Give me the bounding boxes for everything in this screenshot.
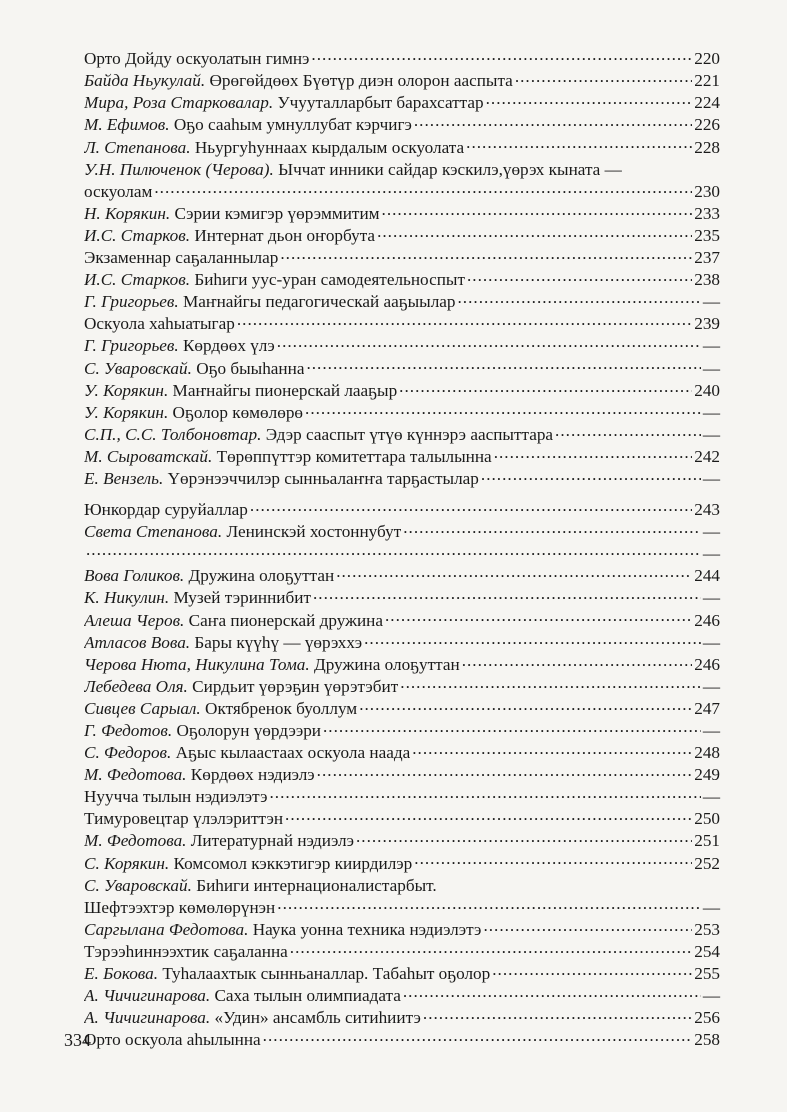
dot-leader bbox=[412, 741, 692, 758]
toc-entry-page: 246 bbox=[694, 654, 720, 674]
toc-entry bbox=[84, 290, 720, 312]
toc-entry-page: 226 bbox=[694, 115, 720, 135]
toc-entry-title: Оҕо сааһым умнуллубат кэрчигэ bbox=[169, 115, 412, 135]
toc-entry-author: Черова Нюта, Никулина Тома. bbox=[84, 654, 310, 674]
toc-entry bbox=[84, 246, 720, 268]
toc-entry-page: 233 bbox=[694, 203, 720, 223]
toc-entry-title: Учууталларбыт барахсаттар bbox=[273, 93, 484, 113]
toc-entry bbox=[84, 445, 720, 467]
toc-entry-page: 221 bbox=[694, 71, 720, 91]
toc-entry bbox=[84, 356, 720, 378]
toc-entry-author: Г. Григорьев. bbox=[84, 292, 179, 312]
toc-entry-title: Литературнай нэдиэлэ bbox=[186, 831, 354, 851]
toc-entry-page: 255 bbox=[694, 964, 720, 984]
toc-entry bbox=[84, 135, 720, 157]
dot-leader bbox=[624, 157, 708, 174]
toc-entry-text bbox=[84, 269, 465, 291]
toc-entry-page: 253 bbox=[694, 919, 720, 939]
dot-leader bbox=[555, 423, 701, 440]
toc-entry-text bbox=[84, 446, 492, 468]
toc-entry-author: М. Федотова. bbox=[84, 765, 187, 785]
toc-entry bbox=[84, 807, 720, 829]
toc-entry bbox=[84, 520, 720, 542]
dot-leader bbox=[290, 940, 692, 957]
toc-entry bbox=[84, 312, 720, 334]
toc-entry bbox=[84, 180, 720, 202]
dot-leader bbox=[86, 542, 701, 559]
dot-leader bbox=[311, 47, 692, 64]
toc-entry-author: Н. Корякин. bbox=[84, 203, 171, 223]
toc-entry-author: Лебедева Оля. bbox=[84, 676, 188, 696]
toc-entry bbox=[84, 697, 720, 719]
toc-entry-page: — bbox=[702, 787, 720, 807]
toc-entry-title: Наука уонна техника нэдиэлэтэ bbox=[248, 919, 482, 939]
toc-entry-page: 238 bbox=[694, 270, 720, 290]
toc-entry-page: 254 bbox=[694, 941, 720, 961]
dot-leader bbox=[323, 719, 701, 736]
toc-entry-author: Е. Бокова. bbox=[84, 964, 159, 984]
toc-entry-page: 256 bbox=[694, 1008, 720, 1028]
toc-entry-page: — bbox=[702, 986, 720, 1006]
toc-entry-title: Тэрээhиннээхтик саҕаланна bbox=[84, 941, 288, 961]
dot-leader bbox=[277, 896, 701, 913]
dot-leader bbox=[364, 630, 701, 647]
toc-entry-text bbox=[84, 786, 267, 808]
dot-leader bbox=[313, 586, 701, 603]
toc-entry-page: — bbox=[702, 292, 720, 312]
toc-entry-title: Ыччат инники сайдар кэскилэ,үөрэх кыната — bbox=[273, 159, 622, 179]
dot-leader bbox=[305, 401, 701, 418]
toc-entry bbox=[84, 896, 720, 918]
toc-entry-text bbox=[84, 720, 321, 742]
toc-entry bbox=[84, 675, 720, 697]
toc-entry-text bbox=[84, 70, 513, 92]
toc-entry bbox=[84, 202, 720, 224]
toc-entry-author: С.П., С.С. Толбоновтар. bbox=[84, 424, 262, 444]
dot-leader bbox=[458, 290, 701, 307]
toc-entry-title: Көрдөөх нэдиэлэ bbox=[186, 765, 315, 785]
dot-leader bbox=[280, 246, 692, 263]
toc-entry-page: 220 bbox=[694, 49, 720, 69]
toc-entry-title: Дружина олоҕуттан bbox=[184, 566, 335, 586]
toc-entry-text bbox=[84, 92, 484, 114]
toc-entry-text bbox=[84, 875, 437, 897]
dot-leader bbox=[439, 873, 708, 890]
dot-leader bbox=[359, 697, 692, 714]
dot-leader bbox=[377, 224, 692, 241]
toc-entry-text bbox=[84, 742, 410, 764]
toc-entry bbox=[84, 608, 720, 630]
toc-entry-text bbox=[84, 48, 309, 70]
toc-entry-page: — bbox=[702, 632, 720, 652]
toc-entry bbox=[84, 719, 720, 741]
dot-leader bbox=[306, 356, 700, 373]
toc-entry-title: Дружина олоҕуттан bbox=[309, 654, 460, 674]
toc-entry-page: 230 bbox=[694, 181, 720, 201]
toc-entry-author: Байда Ньукулай. bbox=[84, 71, 206, 91]
toc-entry bbox=[84, 564, 720, 586]
toc-entry-title: Маҥнайгы пионерскай лааҕыр bbox=[168, 380, 398, 400]
dot-leader bbox=[492, 962, 692, 979]
toc-entry-text bbox=[84, 424, 553, 446]
dot-leader bbox=[399, 378, 692, 395]
page-number: 334 bbox=[64, 1030, 91, 1050]
toc-entry bbox=[84, 741, 720, 763]
toc-entry bbox=[84, 984, 720, 1006]
toc-entry bbox=[84, 69, 720, 91]
toc-entry-title: Экзаменнар саҕаланнылар bbox=[84, 248, 279, 268]
dot-leader bbox=[356, 829, 692, 846]
toc-entry-author: С. Корякин. bbox=[84, 853, 170, 873]
dot-leader bbox=[515, 69, 692, 86]
toc-entry-title: Музей тэриннибит bbox=[169, 588, 311, 608]
toc-entry bbox=[84, 423, 720, 445]
toc-entry-page: 248 bbox=[694, 743, 720, 763]
toc-entry-text bbox=[84, 380, 397, 402]
toc-entry-author: Света Степанова. bbox=[84, 522, 223, 542]
toc-entry-page: 247 bbox=[694, 698, 720, 718]
toc-entry-page: 242 bbox=[694, 446, 720, 466]
toc-entry bbox=[84, 47, 720, 69]
toc-entry-title: Оҕо быыhанна bbox=[191, 358, 305, 378]
toc-entry-text bbox=[84, 247, 278, 269]
toc-entry-page: 251 bbox=[694, 831, 720, 851]
toc-entry-title: Орто Дойду оскуолатын гимнэ bbox=[84, 49, 310, 69]
toc-entry-page: 258 bbox=[694, 1030, 720, 1050]
dot-leader bbox=[269, 785, 700, 802]
dot-leader bbox=[263, 1028, 693, 1045]
toc-entry-author: У. Корякин. bbox=[84, 380, 169, 400]
toc-entry-text bbox=[84, 698, 357, 720]
dot-leader bbox=[336, 564, 692, 581]
toc-entry-title: Ленинскэй хостоннубут bbox=[222, 522, 402, 542]
dot-leader bbox=[467, 268, 692, 285]
dot-leader bbox=[414, 851, 692, 868]
toc-entry-text bbox=[84, 181, 152, 203]
toc-entry-text bbox=[84, 402, 303, 424]
toc-entry-page: 243 bbox=[694, 500, 720, 520]
toc-entry-text bbox=[84, 468, 479, 490]
toc-entry-author: И.С. Старков. bbox=[84, 270, 191, 290]
toc-entry-author: Л. Степанова. bbox=[84, 137, 191, 157]
toc-entry-title: оскуолам bbox=[84, 181, 153, 201]
dot-leader bbox=[486, 91, 693, 108]
toc-entry-page: 240 bbox=[694, 380, 720, 400]
dot-leader bbox=[414, 113, 692, 130]
toc-entry-page: — bbox=[702, 424, 720, 444]
dot-leader bbox=[403, 984, 701, 1001]
toc-entry bbox=[84, 542, 720, 564]
toc-entry-text bbox=[84, 114, 412, 136]
toc-entry-text bbox=[84, 764, 315, 786]
toc-entry-text bbox=[84, 203, 380, 225]
toc-entry-page: 235 bbox=[694, 225, 720, 245]
toc-entry-page: — bbox=[702, 336, 720, 356]
toc-entry-title: Биhиги интернационалистарбыт. bbox=[191, 875, 437, 895]
toc-entry bbox=[84, 962, 720, 984]
toc-entry-page: 239 bbox=[694, 314, 720, 334]
toc-entry bbox=[84, 586, 720, 608]
toc-entry-text bbox=[84, 291, 456, 313]
toc-entry-title: Ньургуhуннаах кырдалым оскуолата bbox=[190, 137, 465, 157]
toc-entry-page: — bbox=[702, 721, 720, 740]
toc-entry-page: 228 bbox=[694, 137, 720, 157]
toc-entry-title: Биhиги уус-уран самодеятельноспыт bbox=[190, 270, 465, 290]
toc-entry-title: Юнкордар суруйаллар bbox=[84, 500, 248, 520]
dot-leader bbox=[481, 467, 701, 484]
toc-entry-title: Саха тылын олимпиадата bbox=[210, 986, 401, 1006]
toc-entry bbox=[84, 467, 720, 489]
toc-entry-author: С. Федоров. bbox=[84, 743, 172, 763]
toc-entry-page: — bbox=[702, 676, 720, 696]
toc-entry-page: — bbox=[702, 358, 720, 378]
toc-entry-author: С. Уваровскай. bbox=[84, 358, 192, 378]
toc-entry-text bbox=[84, 1029, 261, 1051]
toc-entry-text bbox=[84, 587, 311, 609]
toc-entry-title: Оҕолорун үөрдээри bbox=[172, 721, 321, 740]
toc-entry-author: Г. Федотов. bbox=[84, 721, 173, 740]
toc-entry-author: К. Никулин. bbox=[84, 588, 170, 608]
dot-leader bbox=[466, 135, 692, 152]
toc-entry-author: Мира, Роза Старковалар. bbox=[84, 93, 274, 113]
toc-entry-page: 224 bbox=[694, 93, 720, 113]
toc-entry-text bbox=[84, 137, 464, 159]
toc-entry-text bbox=[84, 632, 362, 654]
toc-entry-text bbox=[84, 676, 398, 698]
toc-entry bbox=[84, 1028, 720, 1050]
toc-entry-page: 249 bbox=[694, 765, 720, 785]
toc-entry-text bbox=[84, 499, 248, 521]
toc-entry-title: Аҕыс кылаастаах оскуола наада bbox=[171, 743, 411, 763]
toc-entry-page: 244 bbox=[694, 566, 720, 586]
toc-entry-page: 237 bbox=[694, 248, 720, 268]
toc-entry-title: Бары күүhү — үөрэххэ bbox=[190, 632, 363, 652]
toc-entry bbox=[84, 873, 720, 895]
dot-leader bbox=[285, 807, 692, 824]
toc-entry-title: Төрөппүттэр комитеттара талылынна bbox=[212, 446, 492, 466]
toc-entry bbox=[84, 378, 720, 400]
toc-entry-text bbox=[84, 358, 304, 380]
dot-leader bbox=[494, 445, 693, 462]
dot-leader bbox=[237, 312, 692, 329]
toc-entry-title: Сирдьит үөрэҕин үөрэтэбит bbox=[187, 676, 399, 696]
toc-entry-title: Сэрии кэмигэр үөрэммитим bbox=[170, 203, 380, 223]
toc-entry-author: М. Ефимов. bbox=[84, 115, 170, 135]
toc-entry-title: Комсомол кэккэтигэр киирдилэр bbox=[169, 853, 413, 873]
toc-entry-title: Саҥа пионерскай дружина bbox=[184, 610, 383, 630]
dot-leader bbox=[385, 608, 692, 625]
toc-entry-page: — bbox=[702, 544, 720, 564]
toc-entry-text bbox=[84, 985, 401, 1007]
toc-entry-text bbox=[84, 225, 375, 247]
toc-entry-text bbox=[84, 565, 334, 587]
dot-leader bbox=[317, 763, 693, 780]
toc-entry bbox=[84, 113, 720, 135]
toc-entry-author: Г. Григорьев. bbox=[84, 336, 179, 356]
toc-entry bbox=[84, 224, 720, 246]
toc-entry-title: Шефтээхтэр көмөлөрүнэн bbox=[84, 897, 276, 917]
toc-entry-text bbox=[84, 313, 235, 335]
toc-entry bbox=[84, 785, 720, 807]
toc-entry-text bbox=[84, 610, 383, 632]
toc-entry bbox=[84, 401, 720, 423]
toc-entry-author: С. Уваровскай. bbox=[84, 875, 192, 895]
toc-entry bbox=[84, 91, 720, 113]
toc-entry-text bbox=[84, 1007, 421, 1029]
toc-entry-page: — bbox=[702, 588, 720, 608]
toc-entry-title: Эдэр сааспыт үтүө күннэрэ аaспыттара bbox=[261, 424, 554, 444]
toc-entry-author: А. Чичигинарова. bbox=[84, 1008, 211, 1028]
toc-entry-author: Е. Вензель. bbox=[84, 468, 164, 488]
toc-entry-page: — bbox=[702, 468, 720, 488]
toc-entry-page: 246 bbox=[694, 610, 720, 630]
table-of-contents bbox=[84, 47, 720, 1050]
toc-entry-title: Нуучча тылын нэдиэлэтэ bbox=[84, 787, 268, 807]
toc-entry bbox=[84, 1006, 720, 1028]
toc-entry-title: «Удин» ансамбль ситиhиитэ bbox=[210, 1008, 421, 1028]
toc-entry-title: Маҥнайгы педагогическай ааҕыылар bbox=[178, 292, 456, 312]
toc-entry bbox=[84, 851, 720, 873]
toc-entry-title: Оскуола хаhыатыгар bbox=[84, 314, 235, 334]
toc-entry-title: Оҕолор көмөлөрө bbox=[168, 402, 304, 422]
toc-entry bbox=[84, 653, 720, 675]
dot-leader bbox=[403, 520, 701, 537]
toc-entry-title: Үөрэнээччилэр сынньалаҥҥа тарҕастылар bbox=[163, 468, 479, 488]
toc-entry-author: М. Сыроватскай. bbox=[84, 446, 213, 466]
toc-entry-title: Туhалаахтык сынньаналлар. Табаhыт оҕолор bbox=[158, 964, 491, 984]
toc-entry-text bbox=[84, 521, 401, 543]
toc-entry-title: Тимуровецтар үлэлэриттэн bbox=[84, 809, 284, 829]
toc-entry-text bbox=[84, 654, 460, 676]
toc-entry bbox=[84, 918, 720, 940]
toc-entry-text bbox=[84, 808, 283, 830]
toc-entry-author: А. Чичигинарова. bbox=[84, 986, 211, 1006]
dot-leader bbox=[250, 498, 692, 515]
toc-entry-page: 250 bbox=[694, 809, 720, 829]
toc-entry-author: М. Федотова. bbox=[84, 831, 187, 851]
toc-entry-title: Өрөгөйдөөх Бүөтүр диэн олорон аaспыта bbox=[205, 71, 513, 91]
toc-entry-title: Орто оскуола аhылынна bbox=[84, 1030, 261, 1050]
dot-leader bbox=[483, 918, 692, 935]
toc-entry-text bbox=[84, 897, 275, 919]
toc-entry-text bbox=[84, 963, 490, 985]
toc-entry-author: Алеша Черов. bbox=[84, 610, 185, 630]
toc-entry bbox=[84, 829, 720, 851]
toc-entry-author: Саргылана Федотова. bbox=[84, 919, 249, 939]
toc-entry-page: 252 bbox=[694, 853, 720, 873]
dot-leader bbox=[423, 1006, 692, 1023]
toc-entry bbox=[84, 763, 720, 785]
toc-entry bbox=[84, 334, 720, 356]
toc-entry-title: Интернат дьон оҥорбута bbox=[190, 225, 376, 245]
toc-entry-author: У.Н. Пилюченок (Черова). bbox=[84, 159, 274, 179]
toc-entry bbox=[84, 940, 720, 962]
dot-leader bbox=[277, 334, 701, 351]
toc-entry-page: — bbox=[702, 897, 720, 917]
toc-entry-author: Вова Голиков. bbox=[84, 566, 185, 586]
toc-entry-text bbox=[84, 919, 481, 941]
dot-leader bbox=[400, 675, 701, 692]
toc-entry-text bbox=[84, 853, 412, 875]
toc-entry-text bbox=[84, 830, 354, 852]
toc-entry bbox=[84, 498, 720, 520]
toc-entry-author: У. Корякин. bbox=[84, 402, 169, 422]
dot-leader bbox=[154, 180, 692, 197]
toc-entry-text bbox=[84, 159, 622, 181]
toc-entry-title: Октябренок буоллум bbox=[200, 698, 358, 718]
toc-entry-text bbox=[84, 335, 275, 357]
toc-entry-text bbox=[84, 941, 288, 963]
dot-leader bbox=[382, 202, 693, 219]
dot-leader bbox=[462, 653, 693, 670]
toc-entry-page: — bbox=[702, 522, 720, 542]
toc-entry-author: Сивцев Сарыал. bbox=[84, 698, 201, 718]
toc-entry bbox=[84, 268, 720, 290]
toc-entry bbox=[84, 157, 720, 179]
toc-entry-title: Көрдөөх үлэ bbox=[178, 336, 275, 356]
toc-entry bbox=[84, 630, 720, 652]
toc-entry-author: Атласов Вова. bbox=[84, 632, 191, 652]
toc-entry-page: — bbox=[702, 402, 720, 422]
toc-entry-author: И.С. Старков. bbox=[84, 225, 191, 245]
